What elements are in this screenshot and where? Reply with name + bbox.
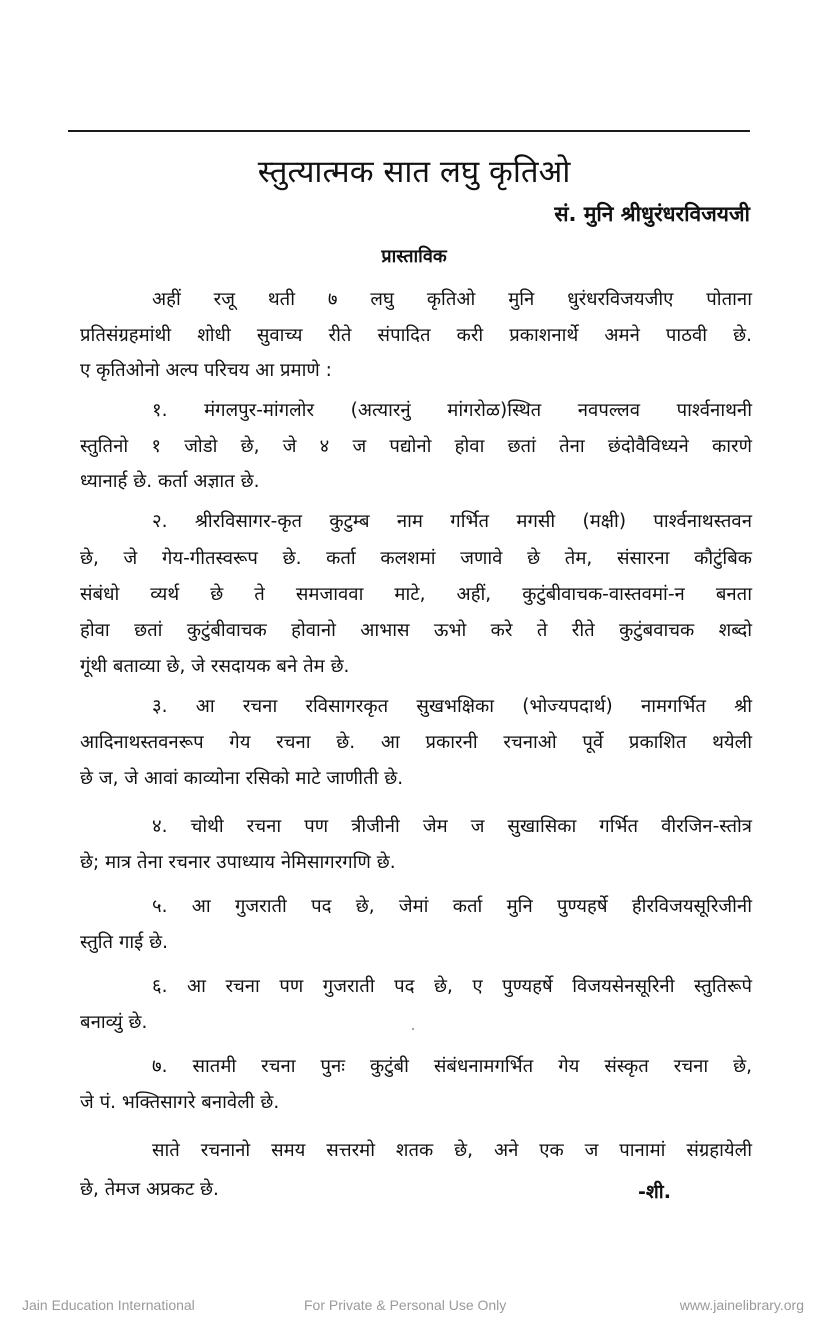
item-2-line: होवा छतां कुटुंबीवाचक होवानो आभास ऊभो करे ते रीते कुटुंबवाचक शब्दो (80, 620, 752, 641)
item-4-line: ४. चोथी रचना पण त्रीजीनी जेम ज सुखासिका गर्भित वीरजिन-स्तोत्र (152, 816, 752, 837)
section-heading: प्रास्ताविक (381, 246, 447, 267)
signature: -शी. (638, 1181, 671, 1203)
closing-line: साते रचनानो समय सत्तरमो शतक छे, अने एक ज पानामां संग्रहायेली (152, 1140, 752, 1161)
item-1-line: स्तुतिनो १ जोडो छे, जे ४ ज पद्योनो होवा छतां तेना छंदोवैविध्यने कारणे (80, 436, 752, 457)
item-6-line: बनाव्युं छे. (80, 1012, 148, 1033)
item-1-line: १. मंगलपुर-मांगलोर (अत्यारनुं मांगरोळ)स्थित नवपल्लव पार्श्वनाथनी (152, 400, 752, 421)
page-title: स्तुत्यात्मक सात लघु कृतिओ (257, 154, 571, 190)
item-4-line: छे; मात्र तेना रचनार उपाध्याय नेमिसागरगणि छे. (80, 852, 396, 873)
item-3-line: छे ज, जे आवां काव्योना रसिको माटे जाणीती छे. (80, 768, 404, 789)
footer-website-link[interactable]: www.jainelibrary.org (679, 1297, 804, 1313)
item-1-line: ध्यानार्ह छे. कर्ता अज्ञात छे. (80, 471, 260, 492)
top-rule (68, 130, 750, 132)
intro-line: ए कृतिओनो अल्प परिचय आ प्रमाणे : (80, 360, 332, 381)
item-7-line: ७. सातमी रचना पुनः कुटुंबी संबंधनामगर्भित गेय संस्कृत रचना छे, (152, 1056, 752, 1077)
item-5-line: ५. आ गुजराती पद छे, जेमां कर्ता मुनि पुण्यहर्षे हीरविजयसूरिजीनी (152, 896, 752, 917)
item-3-line: ३. आ रचना रविसागरकृत सुखभक्षिका (भोज्यपदार्थ) नामगर्भित श्री (152, 696, 752, 717)
item-2-line: गूंथी बताव्या छे, जे रसदायक बने तेम छे. (80, 656, 350, 677)
item-6-line: ६. आ रचना पण गुजराती पद छे, ए पुण्यहर्षे विजयसेनसूरिनी स्तुतिरूपे (152, 976, 752, 997)
scan-speck (412, 1028, 414, 1030)
item-2-line: २. श्रीरविसागर-कृत कुटुम्ब नाम गर्भित मगसी (मक्षी) पार्श्वनाथस्तवन (152, 511, 752, 532)
intro-line: अहीं रजू थती ७ लघु कृतिओ मुनि धुरंधरविजयजीए पोताना (152, 289, 752, 310)
footer-usage-notice: For Private & Personal Use Only (304, 1297, 507, 1313)
item-5-line: स्तुति गाई छे. (80, 932, 168, 953)
item-3-line: आदिनाथस्तवनरूप गेय रचना छे. आ प्रकारनी रचनाओ पूर्वे प्रकाशित थयेली (80, 732, 752, 753)
intro-line: प्रतिसंग्रहमांथी शोधी सुवाच्य रीते संपादित करी प्रकाशनार्थे अमने पाठवी छे. (80, 325, 752, 346)
closing-line: छे, तेमज अप्रकट छे. (80, 1179, 219, 1200)
editor-credit: सं. मुनि श्रीधुरंधरविजयजी (554, 202, 750, 226)
item-2-line: छे, जे गेय-गीतस्वरूप छे. कर्ता कलशमां जणावे छे तेम, संसारना कौटुंबिक (80, 548, 752, 569)
footer-publisher: Jain Education International (22, 1297, 195, 1313)
item-7-line: जे पं. भक्तिसागरे बनावेली छे. (80, 1092, 280, 1113)
item-2-line: संबंधो व्यर्थ छे ते समजाववा माटे, अहीं, कुटुंबीवाचक-वास्तवमां-न बनता (80, 584, 752, 605)
